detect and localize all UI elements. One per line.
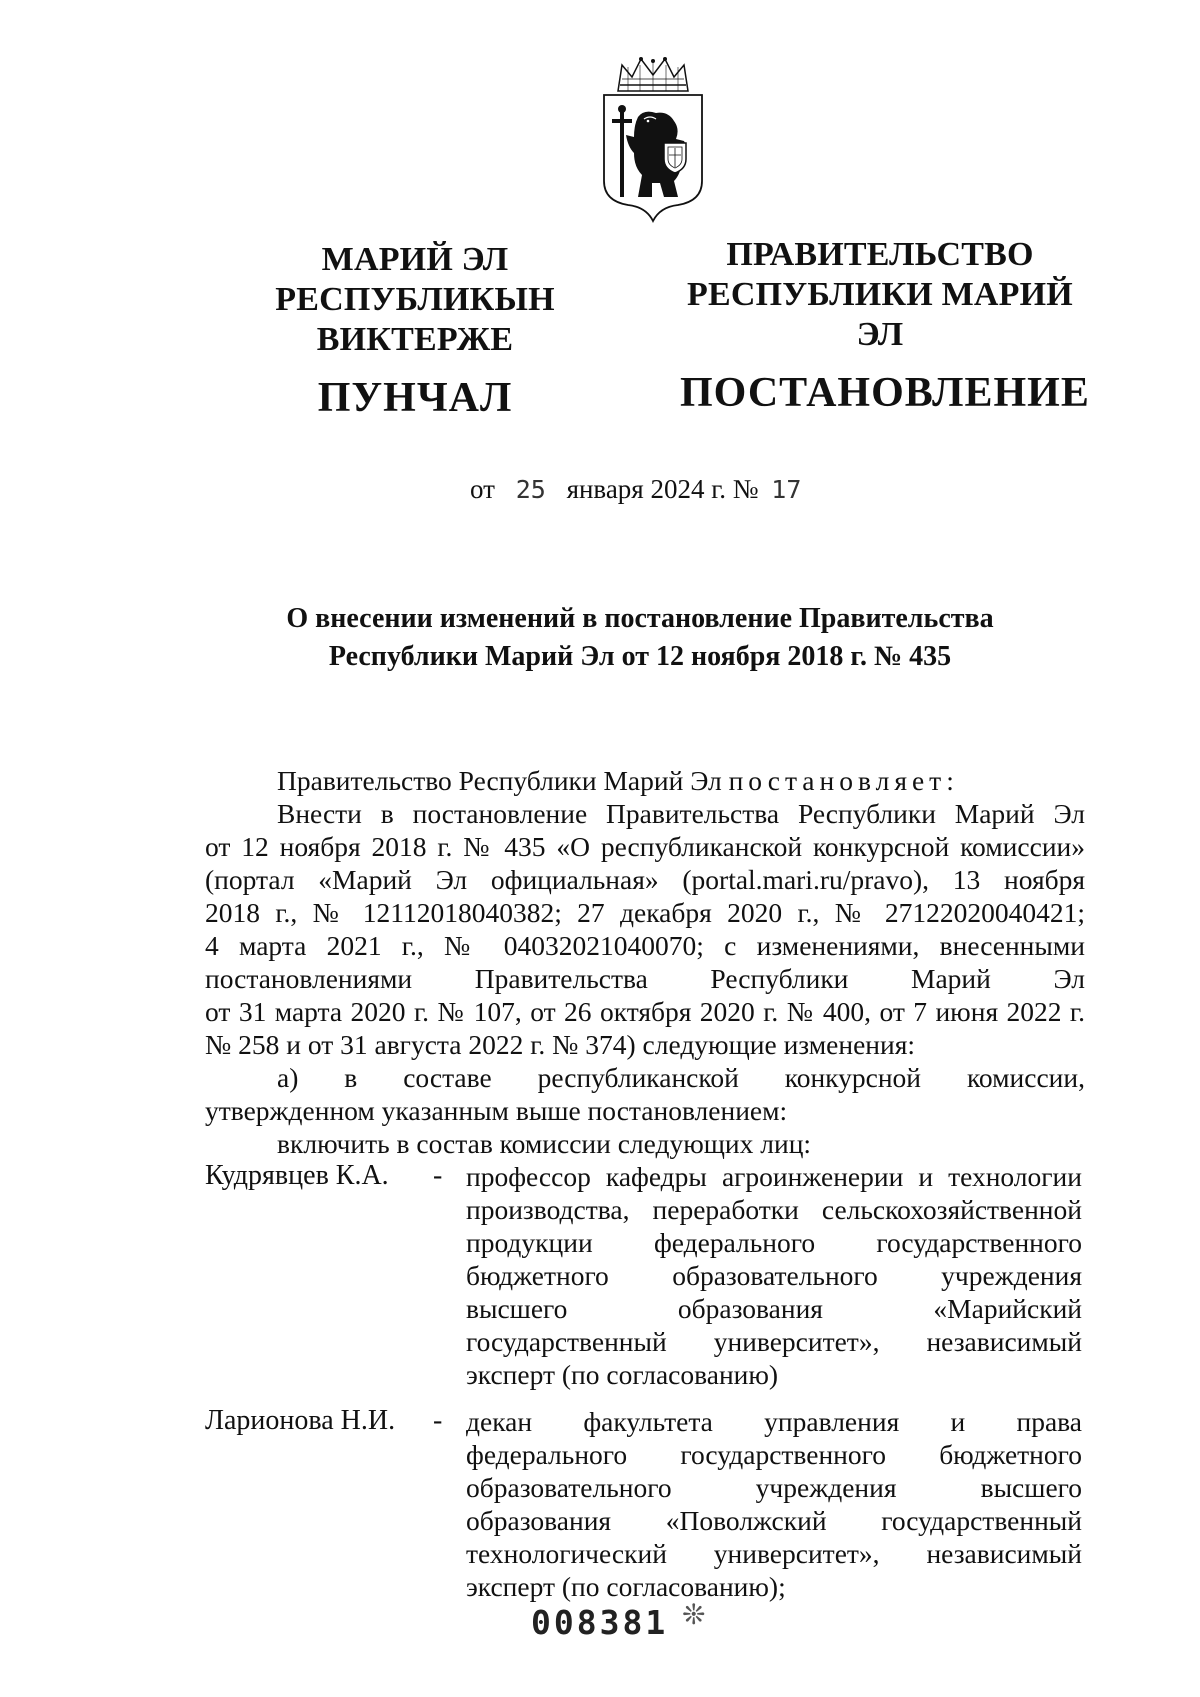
- paragraph-line: (портал «Марий Эл официальная» (portal.mari.ru/pravo), 13 ноября: [205, 864, 1085, 895]
- include-text: включить в состав комиссии следующих лиц:: [277, 1128, 812, 1159]
- description-line: эксперт (по согласованию): [466, 1359, 779, 1390]
- paragraph-line: № 258 и от 31 августа 2022 г. № 374) следующие изменения:: [205, 1029, 916, 1060]
- paragraph-line: от 12 ноября 2018 г. № 435 «О республиканской конкурсной комиссии»: [205, 831, 1085, 862]
- description-line: профессор кафедры агроинженерии и технологии: [466, 1161, 1082, 1192]
- description-line: образовательного учреждения высшего: [466, 1472, 1082, 1503]
- header-left-line1: МАРИЙ ЭЛ РЕСПУБЛИКЫН: [275, 241, 555, 318]
- paragraph-line: Внести в постановление Правительства Республики Марий Эл: [277, 798, 1085, 829]
- paragraph-line: от 31 марта 2020 г. № 107, от 26 октября 2020 г. № 400, от 7 июня 2022 г.: [205, 996, 1085, 1027]
- description-line: декан факультета управления и права: [466, 1406, 1082, 1437]
- description-line: федерального государственного бюджетного: [466, 1439, 1082, 1470]
- description-line: высшего образования «Марийский: [466, 1293, 1082, 1324]
- resolution-paragraph: [205, 797, 1085, 1061]
- paragraph-line: 2018 г., № 12112018040382; 27 декабря 2020 г., № 27122020040421;: [205, 897, 1085, 928]
- mari-el-coat-of-arms-icon: [598, 55, 708, 223]
- header-right-line3: ПОСТАНОВЛЕНИЕ: [680, 370, 1090, 416]
- description-line: продукции федерального государственного: [466, 1227, 1082, 1258]
- paragraph-line: постановлениями Правительства Республики Марий Эл: [205, 963, 1085, 994]
- title-line1: О внесении изменений в постановление Правительства: [286, 603, 994, 634]
- description-line: образования «Поволжский государственный: [466, 1505, 1082, 1536]
- member-name: Кудрявцев К.А.: [205, 1160, 389, 1191]
- paragraph-line: утвержденном указанным выше постановлением:: [205, 1095, 788, 1126]
- member-description: [466, 1405, 1082, 1603]
- paragraph-line: 4 марта 2021 г., № 04032021040070; с изменениями, внесенными: [205, 930, 1085, 961]
- description-line: эксперт (по согласованию);: [466, 1571, 786, 1602]
- member-description: [466, 1160, 1082, 1391]
- date-month-year: января 2024 г. №: [566, 474, 759, 504]
- date-prefix: от: [470, 474, 495, 504]
- member-dash: -: [433, 1405, 443, 1436]
- date-number: 17: [771, 475, 802, 504]
- header-right-line1: ПРАВИТЕЛЬСТВО: [726, 236, 1034, 273]
- intro-text: Правительство Республики Марий Эл: [277, 765, 729, 796]
- member-dash: -: [433, 1160, 443, 1191]
- member-name: Ларионова Н.И.: [205, 1405, 396, 1436]
- subparagraph-a: [205, 1061, 1085, 1127]
- header-left-line2: ВИКТЕРЖЕ: [316, 321, 514, 358]
- title-line2: Республики Марий Эл от 12 ноября 2018 г. № 435: [328, 641, 952, 672]
- description-line: технологический университет», независимый: [466, 1538, 1082, 1569]
- include-members-line: [277, 1127, 1077, 1160]
- header-right: [680, 235, 1090, 417]
- description-line: государственный университет», независимый: [466, 1326, 1082, 1357]
- date-day: 25: [515, 475, 546, 504]
- header-right-line2: РЕСПУБЛИКИ МАРИЙ ЭЛ: [687, 276, 1073, 353]
- description-line: бюджетного образовательного учреждения: [466, 1260, 1082, 1291]
- asterisk-mark-icon: ❊: [682, 1600, 706, 1631]
- document-title: [250, 600, 1030, 676]
- intro-spaced: постановляет:: [728, 765, 959, 796]
- header-left-line3: ПУНЧАЛ: [317, 375, 513, 421]
- date-line: [470, 474, 801, 505]
- paragraph-line: а) в составе республиканской конкурсной комиссии,: [277, 1062, 1085, 1093]
- resolution-intro: [277, 764, 1077, 797]
- description-line: производства, переработки сельскохозяйственной: [466, 1194, 1082, 1225]
- header-left: [180, 240, 650, 422]
- form-serial-number: 008381: [531, 1603, 669, 1642]
